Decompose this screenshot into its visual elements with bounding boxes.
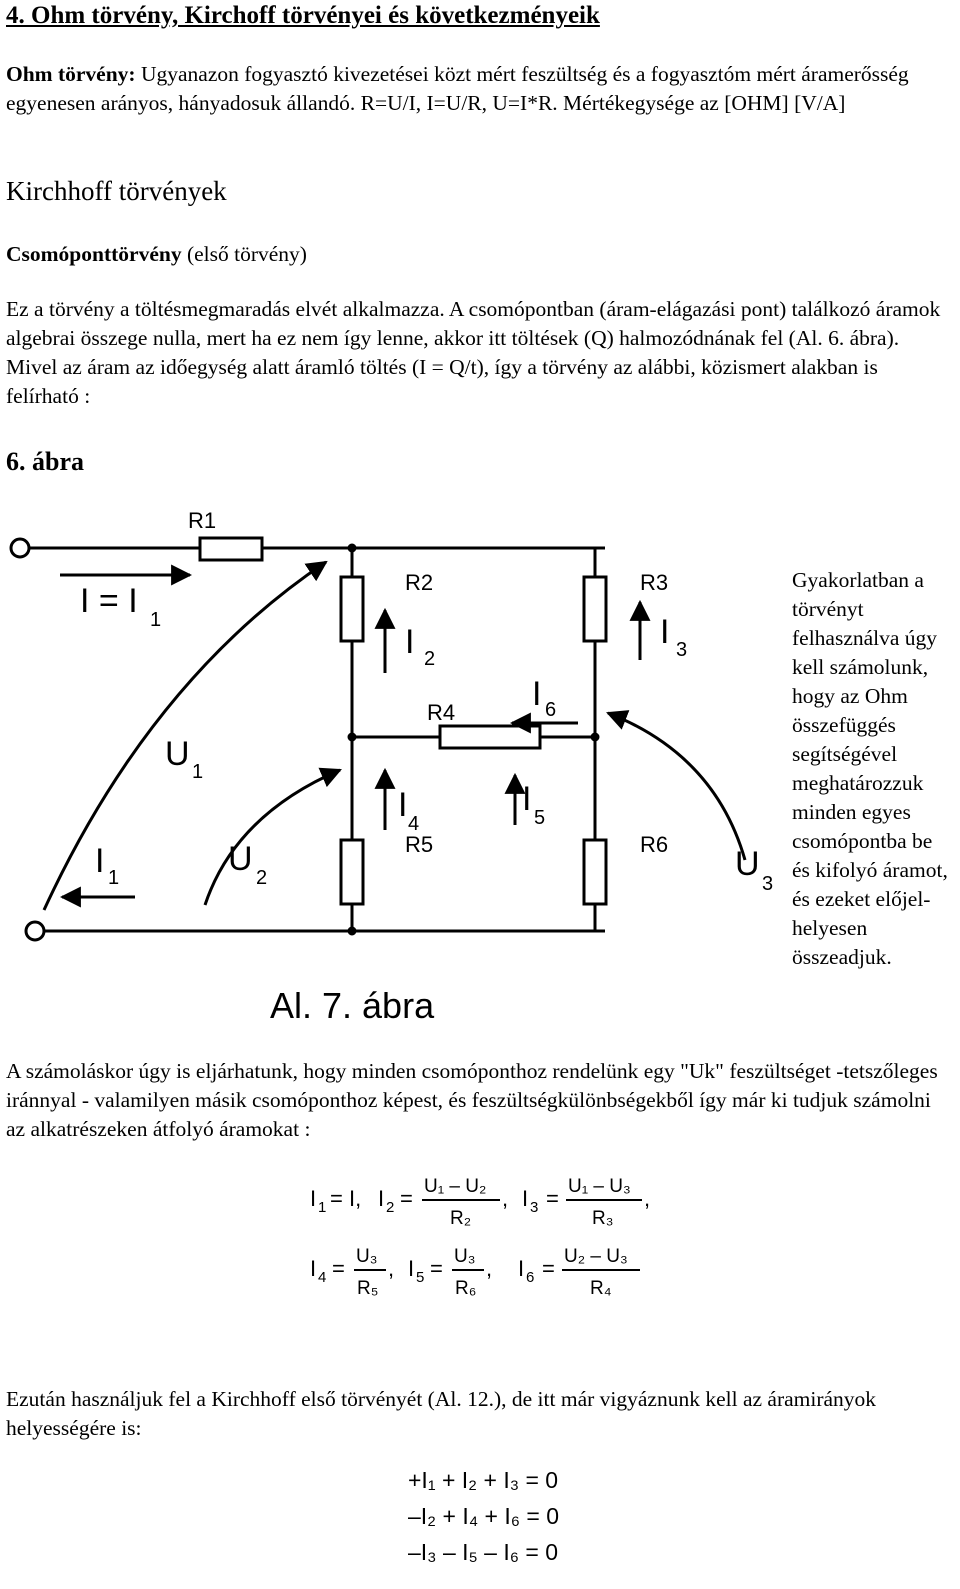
current-equations [300, 1170, 660, 1305]
voltage-arc-u2 [205, 770, 340, 905]
label-i1: I [95, 842, 105, 880]
label-i-eq-sub: 1 [150, 609, 162, 631]
label-i-eq: I = I [80, 582, 138, 620]
eq6-lhs-sub: 6 [526, 1269, 535, 1286]
label-r1: R1 [188, 508, 217, 533]
kirchhoff-equations [408, 1462, 559, 1570]
terminal-bottom [26, 922, 44, 940]
label-i5-sub: 5 [534, 807, 546, 829]
label-i2-sub: 2 [424, 648, 436, 670]
label-u2: U [228, 840, 253, 878]
eq4-comma: , [388, 1256, 395, 1281]
node-law-heading [6, 242, 307, 267]
eq1-lhs-sub: 1 [318, 1199, 327, 1216]
eq6-numerator: U₂ – U₃ [564, 1246, 628, 1267]
label-i6: I [532, 675, 542, 713]
eq6-denominator: R₄ [590, 1278, 612, 1299]
label-i3: I [660, 613, 670, 651]
eq4-denominator: R₅ [357, 1278, 379, 1299]
label-i4-sub: 4 [408, 813, 420, 835]
label-u1-sub: 1 [192, 761, 204, 783]
label-i2: I [405, 623, 415, 661]
side-paragraph: Gyakorlatban a törvényt felhasználva úgy kell számolunk, hogy az Ohm összefüggés segítségével meghatározzuk minden egyes csomópontba be és kifolyó áramot, és ezeket előjel-helyesen összeadjuk. [792, 568, 948, 969]
figure-label: 6. ábra [6, 447, 84, 476]
label-u1: U [165, 735, 190, 773]
resistor-r6 [584, 840, 606, 904]
eq3-comma: , [644, 1186, 651, 1211]
label-i5: I [522, 780, 532, 818]
eq1-rhs: = I, [330, 1186, 362, 1211]
label-r3: R3 [640, 570, 669, 595]
node-law-note: (első törvény) [181, 242, 307, 266]
label-i3-sub: 3 [676, 639, 688, 661]
eq4-lhs-sub: 4 [318, 1269, 327, 1286]
eq2-denominator: R₂ [450, 1208, 472, 1229]
ohm-text: Ugyanazon fogyasztó kivezetései közt mért feszültség és a fogyasztóm mért áramerősség egyenesen arányos, hányadosuk állandó. R=U/I, I=U/R, U=I*R. Mértékegysége az [OHM] [V/A] [6, 62, 909, 115]
label-i4: I [398, 786, 408, 824]
calc-paragraph: A számoláskor úgy is eljárhatunk, hogy minden csomóponthoz rendelünk egy "Uk" feszültséget -tetszőleges iránnyal - valamilyen másik csomóponthoz képest, és feszültségkülönbségekből így már ki tudjuk számolni az alkatrészeken átfolyó áramokat : [6, 1059, 938, 1141]
eq5-lhs-sub: 5 [416, 1269, 425, 1286]
resistor-r1 [200, 538, 262, 560]
resistor-r5 [341, 840, 363, 904]
label-u3-sub: 3 [762, 873, 774, 895]
label-u3: U [735, 845, 760, 883]
label-r4: R4 [427, 700, 456, 725]
eq5-lhs: I [408, 1256, 415, 1281]
eq5-comma: , [486, 1256, 493, 1281]
eq3-numerator: U₁ – U₃ [568, 1176, 631, 1197]
eq5-numerator: U₃ [454, 1246, 476, 1267]
kirchhoff-eq-3: –I₃ – I₅ – I₆ = 0 [408, 1539, 559, 1565]
resistor-r3 [584, 577, 606, 641]
label-r2: R2 [405, 570, 434, 595]
eq5-sign: = [430, 1256, 443, 1281]
eq4-lhs: I [310, 1256, 317, 1281]
label-r6: R6 [640, 832, 669, 857]
eq4-numerator: U₃ [356, 1246, 378, 1267]
eq2-sign: = [400, 1186, 413, 1211]
eq6-sign: = [542, 1256, 555, 1281]
label-i6-sub: 6 [545, 699, 557, 721]
eq3-lhs-sub: 3 [530, 1199, 539, 1216]
label-i1-sub: 1 [108, 867, 120, 889]
eq3-denominator: R₃ [592, 1208, 614, 1229]
label-r5: R5 [405, 832, 434, 857]
eq2-lhs: I [378, 1186, 385, 1211]
eq3-lhs: I [522, 1186, 529, 1211]
after-paragraph: Ezután használjuk fel a Kirchhoff első törvényét (Al. 12.), de itt már vigyáznunk kell az áramirányok helyességére is: [6, 1387, 877, 1440]
kirchhoff-eq-1: +I₁ + I₂ + I₃ = 0 [408, 1467, 559, 1493]
terminal-top [11, 539, 29, 557]
eq3-sign: = [546, 1186, 559, 1211]
label-u2-sub: 2 [256, 867, 268, 889]
page-title: 4. Ohm törvény, Kirchoff törvényei és következményeik [6, 2, 600, 29]
kirchhoff-eq-2: –I₂ + I₄ + I₆ = 0 [408, 1503, 559, 1529]
eq5-denominator: R₆ [455, 1278, 477, 1299]
eq6-lhs: I [518, 1256, 525, 1281]
eq2-lhs-sub: 2 [386, 1199, 395, 1216]
circuit-caption: Al. 7. ábra [270, 985, 435, 1026]
eq4-sign: = [332, 1256, 345, 1281]
kirchhoff-heading: Kirchhoff törvények [6, 176, 227, 206]
eq1-lhs: I [310, 1186, 317, 1211]
voltage-arc-u3 [608, 713, 745, 860]
eq2-comma: , [502, 1186, 509, 1211]
resistor-r2 [341, 577, 363, 641]
node-law-label: Csomóponttörvény [6, 242, 182, 266]
ohm-paragraph [6, 60, 954, 118]
resistor-r4 [440, 726, 540, 748]
ohm-label: Ohm törvény: [6, 62, 136, 86]
circuit-diagram [0, 500, 790, 1030]
eq2-numerator: U₁ – U₂ [424, 1176, 487, 1197]
intro-paragraph: Ez a törvény a töltésmegmaradás elvét alkalmazza. A csomópontban (áram-elágazási pont) találkozó áramok algebrai összege nulla, mert ha ez nem így lenne, akkor itt töltések (Q) halmozódnának fel (Al. 6. ábra). Mivel az áram az időegység alatt áramló töltés (I = Q/t), így a törvény az alábbi, közismert alakban is felírható : [6, 297, 941, 408]
